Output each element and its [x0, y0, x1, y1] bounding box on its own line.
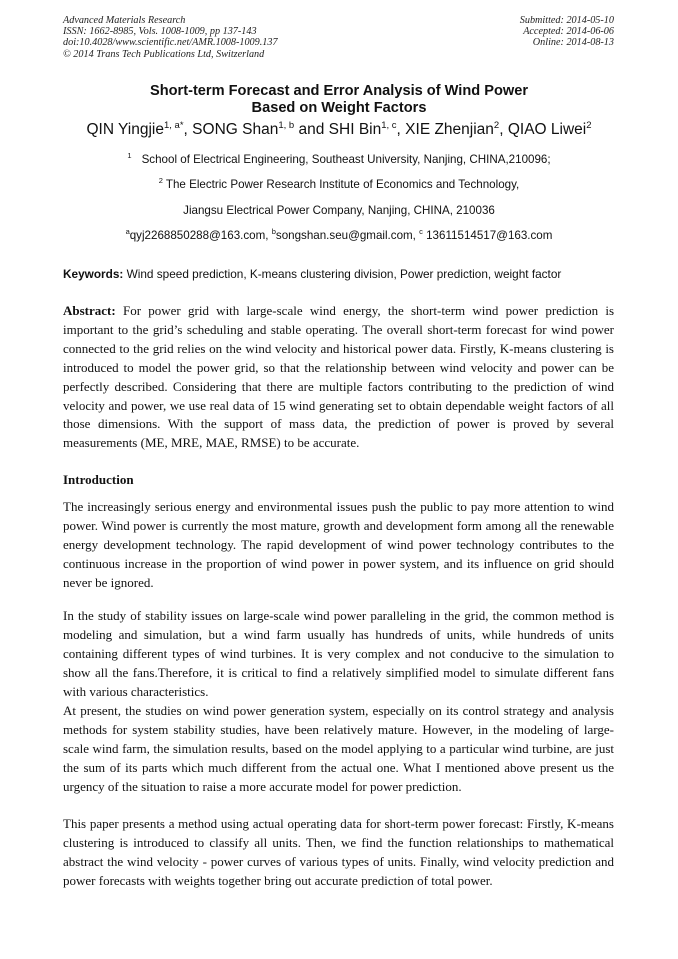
affiliation-number: 2	[158, 176, 163, 185]
online-date: Online: 2014-08-13	[532, 37, 614, 49]
author-separator: ,	[183, 121, 193, 138]
intro-paragraph-3: At present, the studies on wind power generation system, especially on its control strategy and analysis methods for system stability studies, have been relatively mature. However, in the modeling of large-scale wind farm, the simulation results, based on the model applying to a particular wind turbine, are just the sum of its parts which much different from the actual one. What I mentioned above present us the urgency of the situation to raise a more accurate model for power prediction.	[63, 703, 614, 794]
affiliation-2	[0, 178, 678, 192]
author-emails	[0, 229, 678, 243]
paper-title	[0, 83, 678, 117]
email-marker: c	[419, 227, 423, 236]
author-separator: ,	[499, 121, 508, 138]
keywords-label: Keywords:	[63, 267, 124, 281]
author-affiliation-sup: 2	[493, 120, 500, 131]
affiliation-text: The Electric Power Research Institute of Economics and Technology,	[162, 178, 520, 191]
email-marker: b	[271, 227, 276, 236]
abstract-label: Abstract:	[63, 303, 116, 318]
author-affiliation-sup: 1, b	[278, 120, 295, 131]
affiliation-1	[0, 153, 678, 167]
title-line-2: Based on Weight Factors	[251, 100, 427, 116]
section-heading-introduction: Introduction	[63, 472, 134, 487]
intro-paragraph-1: The increasingly serious energy and environmental issues push the public to pay more attention to wind power. Wind power is currently the most mature, growth and development form among all the renewable energy development technology. The rapid development of wind power technology contributes to the continuous increase in the proportion of wind power in power system, and its influence on grid should never be ignored.	[63, 499, 614, 590]
author-separator: and	[294, 121, 329, 138]
keywords-text: Wind speed prediction, K-means clustering division, Power prediction, weight factor	[123, 267, 562, 281]
accepted-date: Accepted: 2014-06-06	[523, 26, 614, 38]
author-separator: ,	[396, 121, 406, 138]
author-affiliation-sup: 2	[586, 120, 592, 131]
journal-info	[63, 15, 278, 60]
intro-paragraph-2: In the study of stability issues on large-scale wind power paralleling in the grid, the common method is modeling and simulation, but a wind farm usually has hundreds of units, while hundreds of units containing different types of wind turbines. It is very complex and not conducive to the simulation to show all the fans.Therefore, it is critical to find a relatively simplified model to simulate different fans with various characteristics.	[63, 608, 614, 699]
affiliation-text: School of Electrical Engineering, Southeast University, Nanjing, CHINA,210096;	[141, 153, 551, 166]
author-name: SHI Bin	[328, 121, 382, 138]
affiliation-text: Jiangsu Electrical Power Company, Nanjing, CHINA, 210036	[183, 204, 495, 217]
author-list	[0, 121, 678, 139]
copyright-line: © 2014 Trans Tech Publications Ltd, Switzerland	[63, 48, 265, 60]
author-name: XIE Zhenjian	[405, 121, 494, 138]
email-c: 13611514517@163.com	[422, 229, 553, 242]
journal-name: Advanced Materials Research	[63, 15, 186, 26]
submitted-date: Submitted: 2014-05-10	[519, 15, 614, 26]
abstract	[63, 302, 614, 453]
abstract-text: For power grid with large-scale wind energy, the short-term wind power prediction is important to the grid’s scheduling and stable operating. The overall short-term forecast for wind power connected to the grid relies on the wind velocity and historical power data. Firstly, K-means clustering is introduced to model the power grid, so that the relationship between wind velocity and power can be perfectly described. Considering that there are multiple factors contributing to the prediction of wind velocity and power, we use real data of 15 wind generating set to obtain dependable weight factors of all those dimensions. With the support of mass data, the prediction of power is proved by several measurements (ME, MRE, MAE, RMSE) to be accurate.	[63, 303, 614, 451]
affiliation-number: 1	[127, 151, 132, 160]
publication-dates	[520, 15, 614, 49]
author-affiliation-sup: 1, a*	[164, 120, 184, 131]
affiliation-2-continued	[0, 204, 678, 218]
intro-paragraph-4: This paper presents a method using actual operating data for short-term power forecast: Firstly, K-means clustering is introduced to classify all units. Then, we find the function relationships to mathematical abstract the wind velocity - power curves of various types of units. Finally, wind velocity prediction and power forecasts with weights together bring out accurate prediction of total power.	[63, 816, 614, 888]
keywords	[63, 267, 561, 281]
email-a: qyj2268850288@163.com,	[129, 229, 272, 242]
title-line-1: Short-term Forecast and Error Analysis of Wind Power	[149, 83, 529, 99]
author-affiliation-sup: 1, c	[381, 120, 397, 131]
issn-line: ISSN: 1662-8985, Vols. 1008-1009, pp 137-143	[63, 26, 257, 38]
email-b: songshan.seu@gmail.com,	[275, 229, 420, 242]
doi-line: doi:10.4028/www.scientific.net/AMR.1008-1009.137	[63, 37, 278, 49]
author-name: SONG Shan	[192, 121, 279, 138]
email-marker: a	[125, 227, 130, 236]
author-name: QIN Yingjie	[86, 121, 164, 138]
author-name: QIAO Liwei	[507, 121, 587, 138]
